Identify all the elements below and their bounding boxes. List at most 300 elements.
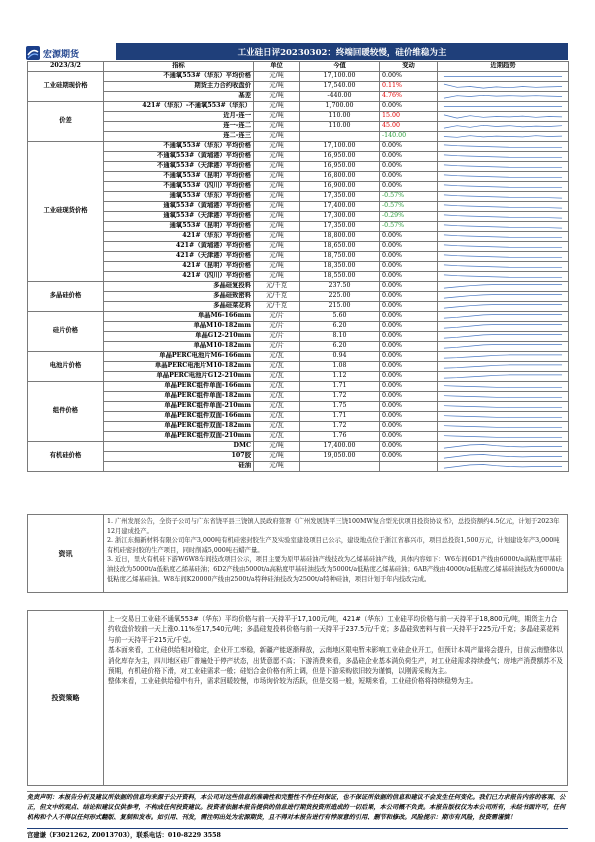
sparkline: [438, 382, 568, 391]
value-cell: 110.00: [300, 111, 380, 121]
trend-cell: [438, 331, 569, 341]
sparkline: [438, 112, 568, 121]
unit-cell: 元/吨: [254, 91, 300, 101]
change-cell: 0.00%: [380, 361, 438, 371]
value-cell: 17,100.00: [300, 71, 380, 81]
table-row: [28, 81, 569, 91]
sparkline: [438, 192, 568, 201]
sparkline: [438, 242, 568, 251]
sparkline-series: [444, 95, 562, 98]
news-section: [27, 514, 568, 593]
sparkline-series: [444, 135, 562, 137]
value-cell: 17,540.00: [300, 81, 380, 91]
change-cell: 0.00%: [380, 271, 438, 281]
sparkline-series: [444, 324, 562, 328]
trend-cell: [438, 141, 569, 151]
sparkline: [438, 302, 568, 311]
indicator-cell: 单晶PERC组件双面-182mm: [104, 421, 254, 431]
value-cell: 18,650.00: [300, 241, 380, 251]
change-cell: 0.00%: [380, 311, 438, 321]
table-row: [28, 351, 569, 361]
sparkline: [438, 392, 568, 401]
indicator-cell: 单晶PERC电池片G12-210mm: [104, 371, 254, 381]
sparkline-series: [444, 174, 562, 176]
change-cell: 0.00%: [380, 291, 438, 301]
unit-cell: 元/吨: [254, 221, 300, 231]
sparkline: [438, 182, 568, 191]
table-row: [28, 391, 569, 401]
unit-cell: 元/吨: [254, 151, 300, 161]
unit-cell: 元/瓦: [254, 361, 300, 371]
unit-cell: 元/吨: [254, 211, 300, 221]
unit-cell: 元/吨: [254, 231, 300, 241]
indicator-cell: DMC: [104, 441, 254, 451]
change-cell: 0.00%: [380, 261, 438, 271]
indicator-cell: 近月-连一: [104, 111, 254, 121]
indicator-cell: 单晶PERC组件单面-182mm: [104, 391, 254, 401]
trend-cell: [438, 411, 569, 421]
table-row: [28, 221, 569, 231]
news-item: 1. 广州发展公告，全资子公司与广东省饶平县三饶镇人民政府签署《广州发展饶平三饶100MW复合型光伏项目投资协议书》，总投资额约4.5亿元，计划于2023年12月建成投产。: [107, 518, 560, 535]
table-row: [28, 381, 569, 391]
change-cell: 0.00%: [380, 321, 438, 331]
value-cell: 110.00: [300, 121, 380, 131]
table-row: [28, 251, 569, 261]
value-cell: 6.20: [300, 321, 380, 331]
unit-cell: 元/吨: [254, 81, 300, 91]
table-row: [28, 101, 569, 111]
indicator-cell: 107胶: [104, 451, 254, 461]
trend-cell: [438, 251, 569, 261]
unit-cell: 元/片: [254, 321, 300, 331]
trend-cell: [438, 171, 569, 181]
indicator-cell: 421#（天津港）平均价格: [104, 251, 254, 261]
sparkline: [438, 252, 568, 261]
indicator-cell: 通氧553#（天津港）平均价格: [104, 211, 254, 221]
sparkline-series: [444, 334, 562, 338]
sparkline: [438, 362, 568, 371]
sparkline: [438, 102, 568, 111]
change-cell: 0.00%: [380, 411, 438, 421]
trend-cell: [438, 351, 569, 361]
unit-cell: 元/瓦: [254, 401, 300, 411]
category-cell: 多晶硅价格: [28, 281, 104, 311]
sparkline-series: [444, 144, 562, 146]
company-logo: [26, 44, 116, 62]
sparkline: [438, 432, 568, 441]
sparkline-series: [444, 194, 562, 197]
indicator-cell: 不通氧553#（华东）平均价格: [104, 71, 254, 81]
sparkline: [438, 232, 568, 241]
value-cell: 237.50: [300, 281, 380, 291]
strategy-paragraph: 整体来看，工业硅供给稳中有升，需求回暖较慢，市场询价较为活跃，但是交易一般，短期来看，工业硅价格将持续稳势为主。: [108, 677, 478, 686]
sparkline-series: [444, 444, 562, 448]
sparkline: [438, 322, 568, 331]
change-cell: 0.00%: [380, 381, 438, 391]
trend-cell: [438, 431, 569, 441]
indicator-cell: 单晶PERC组件单面-166mm: [104, 381, 254, 391]
change-cell: 0.00%: [380, 251, 438, 261]
value-cell: 8.10: [300, 331, 380, 341]
sparkline-series: [444, 354, 562, 357]
indicator-cell: 421#（四川）平均价格: [104, 271, 254, 281]
trend-cell: [438, 371, 569, 381]
value-cell: 17,100.00: [300, 141, 380, 151]
trend-cell: [438, 121, 569, 131]
category-cell: 有机硅价格: [28, 441, 104, 471]
trend-cell: [438, 451, 569, 461]
change-cell: 0.00%: [380, 241, 438, 251]
trend-cell: [438, 261, 569, 271]
indicator-cell: 期货主力合约收盘价: [104, 81, 254, 91]
indicator-cell: 通氧553#（昆明）平均价格: [104, 221, 254, 231]
unit-cell: 元/瓦: [254, 421, 300, 431]
unit-cell: 元/吨: [254, 161, 300, 171]
change-cell: 0.00%: [380, 431, 438, 441]
trend-cell: [438, 321, 569, 331]
unit-cell: 元/吨: [254, 131, 300, 141]
sparkline-series: [444, 464, 562, 468]
sparkline-series: [444, 274, 562, 276]
change-cell: [380, 461, 438, 471]
sparkline: [438, 132, 568, 141]
sparkline-series: [444, 395, 562, 397]
sparkline: [438, 162, 568, 171]
sparkline: [438, 402, 568, 411]
table-row: [28, 141, 569, 151]
indicator-cell: 单晶M10-182mm: [104, 341, 254, 351]
unit-cell: 元/吨: [254, 241, 300, 251]
indicator-cell: 基差: [104, 91, 254, 101]
indicator-cell: 421#（黄埔港）平均价格: [104, 241, 254, 251]
news-item: 3. 近日，里火有机硅下游W6W8车间技改项目公示，项目主要为原甲基硅油产线技改为乙烯基硅油产线，具体内容如下：W6车间6D1产线由6000t/a高粘度甲基硅油技改为5000t/a低粘度乙烯基硅油；6D2产线由5000t/a高粘度甲基硅油技改为5000t/a低粘度乙烯基硅油；6AB产线由4000t/a低粘度乙烯基硅油技改为6000t/a低粘度乙烯基硅油。W8车间K20000产线由2500t/a特种硅油技改为2500t/a特种硅油，项目计划于年内技改完成。: [107, 556, 564, 583]
value-cell: 1.12: [300, 371, 380, 381]
sparkline-series: [444, 425, 562, 427]
sparkline-series: [444, 284, 562, 288]
sparkline-series: [444, 184, 562, 186]
trend-cell: [438, 181, 569, 191]
indicator-cell: 连二-连三: [104, 131, 254, 141]
table-row: [28, 131, 569, 141]
column-header-indicator: 指标: [104, 62, 254, 72]
value-cell: 18,750.00: [300, 251, 380, 261]
sparkline-series: [444, 374, 562, 377]
change-cell: 0.00%: [380, 171, 438, 181]
table-row: [28, 421, 569, 431]
table-row: [28, 301, 569, 311]
table-body: [28, 71, 569, 471]
trend-cell: [438, 311, 569, 321]
value-cell: 1.76: [300, 431, 380, 441]
unit-cell: 元/吨: [254, 251, 300, 261]
change-cell: 0.00%: [380, 441, 438, 451]
trend-cell: [438, 281, 569, 291]
sparkline: [438, 142, 568, 151]
sparkline-series: [444, 304, 562, 308]
indicator-cell: 不通氧553#（昆明）平均价格: [104, 171, 254, 181]
change-cell: 0.00%: [380, 231, 438, 241]
change-cell: 45.00: [380, 121, 438, 131]
news-item: 2. 浙江东揚新材料有限公司年产3,000吨有机硅密封胶生产及实验室建设项目已公示，建设地点位于浙江省慕兴市，项目总投资1,500万元，计划建设年产3,000吨有机硅密封胶的生产项目，同时削减5,000吨石蜡产量。: [107, 537, 560, 554]
indicator-cell: 421#（华东）平均价格: [104, 231, 254, 241]
unit-cell: 元/千克: [254, 281, 300, 291]
unit-cell: 元/瓦: [254, 381, 300, 391]
strategy-content: [104, 611, 567, 785]
trend-cell: [438, 301, 569, 311]
table-row: [28, 121, 569, 131]
trend-cell: [438, 241, 569, 251]
indicator-cell: 单晶PERC组件双面-210mm: [104, 431, 254, 441]
sparkline: [438, 292, 568, 301]
sparkline: [438, 152, 568, 161]
price-table: [27, 61, 569, 472]
category-cell: 工业硅期现价格: [28, 71, 104, 101]
sparkline: [438, 222, 568, 231]
news-content: [104, 515, 567, 592]
sparkline: [438, 82, 568, 91]
table-header-row: [28, 62, 569, 72]
indicator-cell: 单晶PERC组件双面-166mm: [104, 411, 254, 421]
unit-cell: 元/吨: [254, 121, 300, 131]
news-label: 资讯: [28, 515, 104, 592]
column-header-date: 2023/3/2: [28, 62, 104, 72]
trend-cell: [438, 151, 569, 161]
sparkline-series: [444, 454, 562, 458]
sparkline: [438, 352, 568, 361]
trend-cell: [438, 391, 569, 401]
value-cell: 18,350.00: [300, 261, 380, 271]
table-row: [28, 461, 569, 471]
value-cell: 225.00: [300, 291, 380, 301]
value-cell: 0.94: [300, 351, 380, 361]
value-cell: 17,400.00: [300, 201, 380, 211]
change-cell: -0.57%: [380, 221, 438, 231]
change-cell: -140.00: [380, 131, 438, 141]
indicator-cell: 连一-连二: [104, 121, 254, 131]
value-cell: 17,300.00: [300, 211, 380, 221]
indicator-cell: 通氧553#（华东）平均价格: [104, 191, 254, 201]
value-cell: 1,700.00: [300, 101, 380, 111]
sparkline: [438, 212, 568, 221]
indicator-cell: 通氧553#（黄埔港）平均价格: [104, 201, 254, 211]
indicator-cell: 不通氧553#（四川）平均价格: [104, 181, 254, 191]
change-cell: 0.00%: [380, 101, 438, 111]
indicator-cell: 多晶硅菜花料: [104, 301, 254, 311]
sparkline: [438, 72, 568, 81]
table-row: [28, 71, 569, 81]
change-cell: -0.29%: [380, 211, 438, 221]
table-row: [28, 161, 569, 171]
indicator-cell: 单晶G12-210mm: [104, 331, 254, 341]
sparkline-series: [444, 254, 562, 256]
sparkline: [438, 272, 568, 281]
change-cell: 0.00%: [380, 451, 438, 461]
value-cell: 16,950.00: [300, 161, 380, 171]
value-cell: 1.08: [300, 361, 380, 371]
unit-cell: 元/片: [254, 331, 300, 341]
table-row: [28, 91, 569, 101]
indicator-cell: 多晶硅复投料: [104, 281, 254, 291]
unit-cell: 元/吨: [254, 141, 300, 151]
trend-cell: [438, 211, 569, 221]
sparkline-series: [444, 415, 562, 417]
sparkline-series: [444, 224, 562, 227]
trend-cell: [438, 221, 569, 231]
trend-cell: [438, 81, 569, 91]
value-cell: -440.00: [300, 91, 380, 101]
report-title: 工业硅日评20230302：终端回暖较慢，硅价维稳为主: [116, 43, 568, 60]
trend-cell: [438, 441, 569, 451]
value-cell: 215.00: [300, 301, 380, 311]
sparkline-series: [444, 344, 562, 348]
sparkline-series: [444, 84, 562, 88]
value-cell: 5.60: [300, 311, 380, 321]
unit-cell: 元/瓦: [254, 411, 300, 421]
sparkline-series: [444, 364, 562, 367]
table-row: [28, 171, 569, 181]
unit-cell: 元/吨: [254, 171, 300, 181]
sparkline-series: [444, 214, 562, 217]
unit-cell: 元/吨: [254, 261, 300, 271]
sparkline: [438, 282, 568, 291]
table-row: [28, 451, 569, 461]
change-cell: 0.00%: [380, 341, 438, 351]
table-row: [28, 371, 569, 381]
sparkline: [438, 372, 568, 381]
value-cell: 17,400.00: [300, 441, 380, 451]
change-cell: 0.00%: [380, 401, 438, 411]
sparkline-series: [444, 435, 562, 437]
indicator-cell: 421#（昆明）平均价格: [104, 261, 254, 271]
unit-cell: 元/吨: [254, 271, 300, 281]
table-row: [28, 151, 569, 161]
change-cell: -0.57%: [380, 201, 438, 211]
value-cell: 16,800.00: [300, 171, 380, 181]
change-cell: 0.00%: [380, 351, 438, 361]
sparkline-series: [444, 244, 562, 246]
column-header-change: 变动: [380, 62, 438, 72]
strategy-paragraph: 上一交易日工业硅不通氧553#（华东）平均价格与前一天持平于17,100元/吨，421#（华东）工业硅平均价格与前一天持平于18,800元/吨，期货主力合约收盘价较前一天上涨0.11%至17,540元/吨；多晶硅复投料价格与前一天持平于237.5元/千克；多晶硅致密料与前一天持平于225元/千克；多晶硅菜花料与前一天持平于215元/千克。: [108, 615, 560, 644]
indicator-cell: 单晶PERC电池片M10-182mm: [104, 361, 254, 371]
indicator-cell: 单晶PERC组件单面-210mm: [104, 401, 254, 411]
change-cell: 0.00%: [380, 331, 438, 341]
change-cell: 0.00%: [380, 181, 438, 191]
table-row: [28, 231, 569, 241]
sparkline: [438, 342, 568, 351]
trend-cell: [438, 341, 569, 351]
indicator-cell: 不通氧553#（天津港）平均价格: [104, 161, 254, 171]
sparkline-series: [444, 154, 562, 156]
trend-cell: [438, 111, 569, 121]
indicator-cell: 421#（华东）-不通氧553#（华东）: [104, 101, 254, 111]
strategy-label: 投资策略: [28, 611, 104, 785]
change-cell: 0.00%: [380, 161, 438, 171]
table-row: [28, 341, 569, 351]
table-row: [28, 361, 569, 371]
value-cell: 1.72: [300, 421, 380, 431]
logo-text: 宏源期货: [43, 49, 80, 60]
unit-cell: 元/吨: [254, 461, 300, 471]
sparkline-series: [444, 234, 562, 236]
analyst-contact: 宫建谦（F3021262, Z0013703），联系电话：010-8229 3558: [27, 828, 568, 839]
sparkline-series: [444, 125, 562, 128]
table-row: [28, 331, 569, 341]
column-header-unit: 单位: [254, 62, 300, 72]
table-row: [28, 291, 569, 301]
category-cell: 硅片价格: [28, 311, 104, 351]
indicator-cell: 单晶PERC电池片M6-166mm: [104, 351, 254, 361]
table-row: [28, 401, 569, 411]
sparkline: [438, 202, 568, 211]
table-row: [28, 321, 569, 331]
change-cell: 0.00%: [380, 421, 438, 431]
value-cell: 18,800.00: [300, 231, 380, 241]
sparkline-series: [444, 294, 562, 298]
disclaimer: 免责声明：本报告分析及建议所依据的信息均来源于公开资料，本公司对这些信息的准确性和完整性不作任何保证，也不保证所依据的信息和建议不会发生任何变化。我们已力求报告内容的客观、公正，但文中的观点、结论和建议仅供参考，不构成任何投资建议。投资者依据本报告提供的信息进行期货投资所造成的一切后果，本公司概不负责。本报告版权仅为本公司所有，未经书面许可，任何机构和个人不得以任何形式翻版、复制和发布。如引用、刊发，需注明出处为宏源期货，且不得对本报告进行有悖原意的引用、删节和修改。风险提示：期市有风险，投资需谨慎！: [27, 791, 568, 823]
sparkline: [438, 122, 568, 131]
table-row: [28, 201, 569, 211]
value-cell: 19,050.00: [300, 451, 380, 461]
unit-cell: 元/瓦: [254, 391, 300, 401]
trend-cell: [438, 91, 569, 101]
sparkline-series: [444, 114, 562, 117]
table-row: [28, 281, 569, 291]
value-cell: 1.75: [300, 401, 380, 411]
trend-cell: [438, 201, 569, 211]
trend-cell: [438, 161, 569, 171]
change-cell: 0.00%: [380, 371, 438, 381]
sparkline: [438, 332, 568, 341]
table-row: [28, 441, 569, 451]
change-cell: 0.00%: [380, 71, 438, 81]
table-row: [28, 111, 569, 121]
sparkline-series: [444, 385, 562, 387]
sparkline-series: [444, 264, 562, 266]
change-cell: -0.57%: [380, 191, 438, 201]
strategy-section: [27, 610, 568, 786]
sparkline-series: [444, 314, 562, 318]
sparkline: [438, 422, 568, 431]
unit-cell: 元/片: [254, 341, 300, 351]
indicator-cell: 单晶M6-166mm: [104, 311, 254, 321]
trend-cell: [438, 291, 569, 301]
indicator-cell: 不通氧553#（黄埔港）平均价格: [104, 151, 254, 161]
value-cell: [300, 131, 380, 141]
trend-cell: [438, 271, 569, 281]
category-cell: 电池片价格: [28, 351, 104, 381]
value-cell: 1.71: [300, 411, 380, 421]
category-cell: 工业硅现货价格: [28, 141, 104, 281]
sparkline: [438, 312, 568, 321]
table-row: [28, 411, 569, 421]
indicator-cell: 单晶M10-182mm: [104, 321, 254, 331]
change-cell: 15.00: [380, 111, 438, 121]
category-cell: 价差: [28, 101, 104, 141]
sparkline: [438, 172, 568, 181]
value-cell: 6.20: [300, 341, 380, 351]
category-cell: 组件价格: [28, 381, 104, 441]
trend-cell: [438, 361, 569, 371]
indicator-cell: 不通氧553#（华东）平均价格: [104, 141, 254, 151]
trend-cell: [438, 191, 569, 201]
unit-cell: 元/吨: [254, 441, 300, 451]
trend-cell: [438, 381, 569, 391]
table-row: [28, 191, 569, 201]
table-row: [28, 431, 569, 441]
change-cell: 0.00%: [380, 151, 438, 161]
table-row: [28, 211, 569, 221]
table-row: [28, 271, 569, 281]
